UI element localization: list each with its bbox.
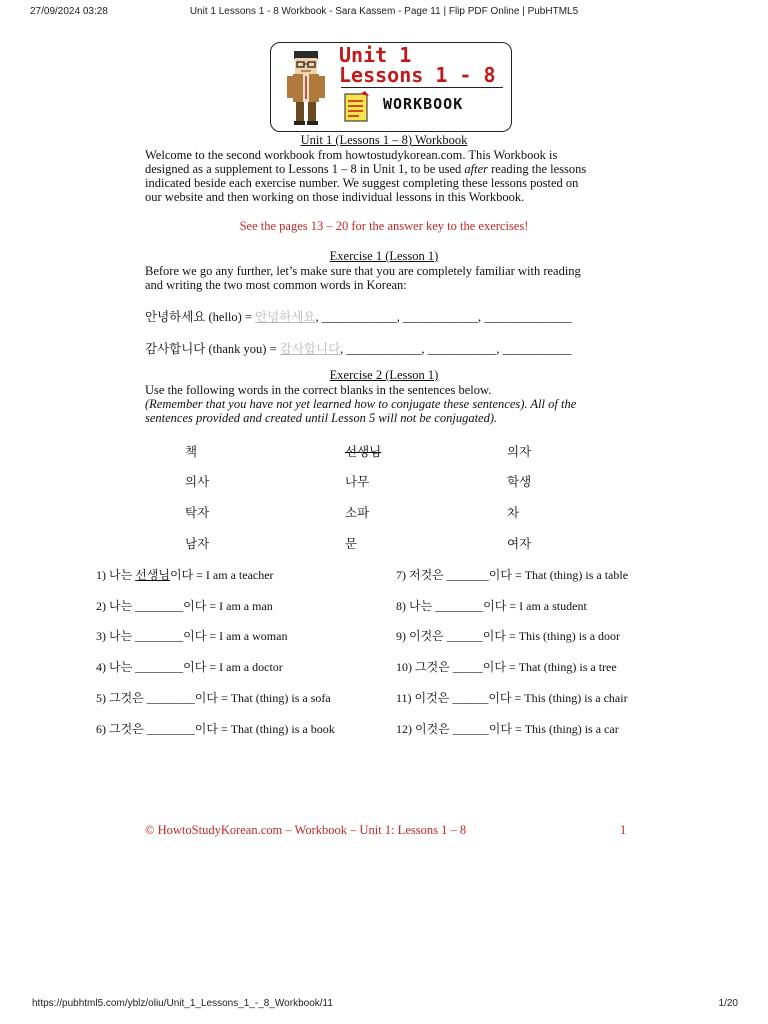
word-bank-item: 차 bbox=[507, 506, 520, 520]
thanks-blanks[interactable]: , ____________, ___________, ___________ bbox=[340, 342, 572, 356]
sentence-item[interactable]: 12) 이것은 ______이다 = This (thing) is a car bbox=[396, 722, 619, 736]
exercise1-instructions bbox=[145, 264, 625, 292]
hello-trace-word: 안녕하세요 bbox=[255, 310, 316, 324]
logo-line-unit: Unit 1 bbox=[339, 43, 412, 67]
instruction-line: Before we go any further, let’s make sure that you are completely familiar with reading bbox=[145, 264, 581, 278]
sentence-item[interactable]: 4) 나는 ________이다 = I am a doctor bbox=[96, 660, 283, 674]
word-bank-item: 의자 bbox=[507, 445, 532, 459]
intro-emphasis: after bbox=[464, 162, 489, 176]
answer-key-note: See the pages 13 – 20 for the answer key to the exercises! bbox=[239, 219, 529, 233]
document-page-number: 1 bbox=[620, 823, 627, 837]
sentence-item[interactable]: 9) 이것은 ______이다 = This (thing) is a door bbox=[396, 629, 621, 643]
sentence-item[interactable]: 7) 저것은 _______이다 = That (thing) is a table bbox=[396, 568, 629, 582]
logo-title bbox=[339, 45, 496, 85]
exercise1-thanks-line bbox=[145, 339, 571, 357]
word-bank-item: 나무 bbox=[345, 475, 370, 489]
note-line: (Remember that you have not yet learned how to conjugate these sentences). All of the bbox=[145, 397, 577, 411]
sentence-item[interactable]: 11) 이것은 ______이다 = This (thing) is a chair bbox=[396, 691, 628, 705]
word-bank-item-used: 선생님 bbox=[345, 445, 382, 459]
sentence-item[interactable]: 5) 그것은 ________이다 = That (thing) is a sofa bbox=[96, 691, 331, 705]
graded-paper-icon bbox=[343, 91, 371, 123]
word-bank-item: 학생 bbox=[507, 475, 532, 489]
page-title: Unit 1 (Lessons 1 – 8) Workbook bbox=[300, 133, 468, 147]
intro-line: our website and then working on those individual lessons in this Workbook. bbox=[145, 190, 525, 204]
workbook-logo bbox=[270, 42, 512, 132]
instruction-line: Use the following words in the correct blanks in the sentences below. bbox=[145, 383, 492, 397]
sentence-start: 1) 나는 bbox=[96, 568, 136, 582]
sentence-item[interactable]: 2) 나는 ________이다 = I am a man bbox=[96, 599, 273, 613]
word-bank-item: 여자 bbox=[507, 537, 532, 551]
sentence-answer: 선생님 bbox=[135, 568, 170, 582]
exercise2-instructions bbox=[145, 383, 625, 425]
logo-line-lessons: Lessons 1 - 8 bbox=[339, 63, 496, 87]
sentence-item[interactable]: 3) 나는 ________이다 = I am a woman bbox=[96, 629, 288, 643]
exercise1-hello-line bbox=[145, 307, 572, 325]
sentence-item[interactable]: 6) 그것은 ________이다 = That (thing) is a book bbox=[96, 722, 335, 736]
thanks-prompt: 감사합니다 (thank you) = bbox=[145, 342, 280, 356]
intro-line: Welcome to the second workbook from howtostudykorean.com. This Workbook is bbox=[145, 148, 558, 162]
sentence-item[interactable]: 10) 그것은 _____이다 = That (thing) is a tree bbox=[396, 660, 617, 674]
print-url: https://pubhtml5.com/yblz/oliu/Unit_1_Lessons_1_-_8_Workbook/11 bbox=[32, 998, 333, 1009]
document-footer: © HowtoStudyKorean.com – Workbook – Unit 1: Lessons 1 – 8 bbox=[145, 823, 467, 837]
intro-text: designed as a supplement to Lessons 1 – 8 in Unit 1, to be used bbox=[145, 162, 465, 176]
word-bank-item: 소파 bbox=[345, 506, 370, 520]
intro-line: indicated beside each exercise number. We suggest completing these lessons posted on bbox=[145, 176, 579, 190]
logo-subtitle: WORKBOOK bbox=[383, 95, 464, 113]
intro-line bbox=[145, 162, 625, 176]
word-bank-item: 남자 bbox=[185, 537, 210, 551]
intro-text: reading the lessons bbox=[488, 162, 587, 176]
note-line: sentences provided and created until Lesson 5 will not be conjugated). bbox=[145, 411, 498, 425]
word-bank-item: 탁자 bbox=[185, 506, 210, 520]
browser-print-footer bbox=[0, 998, 768, 1012]
instruction-line: and writing the two most common words in Korean: bbox=[145, 278, 407, 292]
word-bank-item: 문 bbox=[345, 537, 358, 551]
word-bank-item: 의사 bbox=[185, 475, 210, 489]
intro-paragraph bbox=[145, 148, 625, 204]
print-page-title: Unit 1 Lessons 1 - 8 Workbook - Sara Kassem - Page 11 | Flip PDF Online | PubHTML5 bbox=[189, 6, 579, 17]
student-cartoon-icon bbox=[281, 49, 331, 127]
logo-divider bbox=[341, 87, 503, 88]
sentence-item[interactable]: 8) 나는 ________이다 = I am a student bbox=[396, 599, 587, 613]
hello-blanks[interactable]: , ____________, ____________, ______________ bbox=[315, 310, 572, 324]
word-bank-item: 책 bbox=[185, 445, 198, 459]
browser-print-header bbox=[0, 6, 768, 20]
hello-prompt: 안녕하세요 (hello) = bbox=[145, 310, 256, 324]
exercise2-title: Exercise 2 (Lesson 1) bbox=[329, 368, 439, 382]
print-timestamp: 27/09/2024 03:28 bbox=[30, 6, 108, 17]
sentence-item[interactable] bbox=[96, 566, 274, 583]
thanks-trace-word: 감사합니다 bbox=[279, 342, 341, 356]
print-page-count: 1/20 bbox=[718, 998, 738, 1009]
exercise1-title: Exercise 1 (Lesson 1) bbox=[329, 249, 439, 263]
sentence-end: 이다 = I am a teacher bbox=[169, 568, 274, 582]
